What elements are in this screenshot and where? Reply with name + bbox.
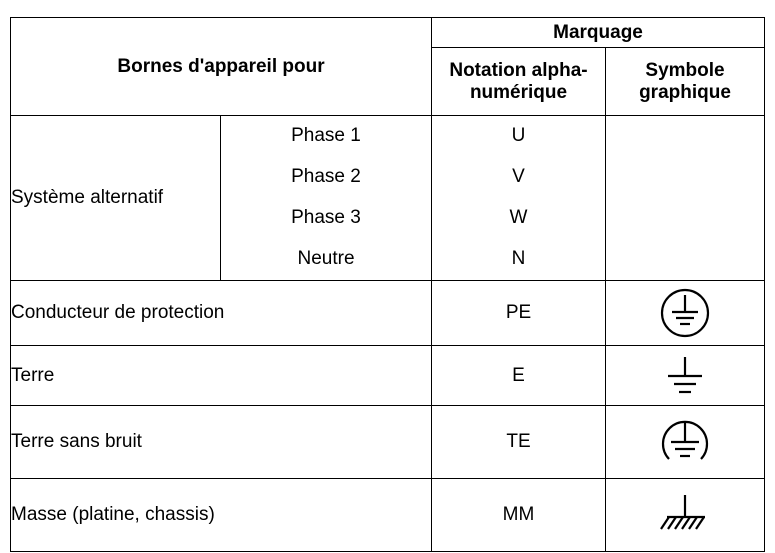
protective-conductor-symbol bbox=[606, 281, 765, 346]
table-row bbox=[11, 406, 765, 479]
earth-label: Terre bbox=[11, 346, 432, 406]
noiseless-earth-code: TE bbox=[432, 406, 606, 479]
header-alpha-line2: numérique bbox=[469, 81, 568, 103]
table-row bbox=[11, 346, 765, 406]
header-alpha-line1: Notation alpha- bbox=[449, 59, 588, 81]
noiseless-earth-symbol bbox=[606, 406, 765, 479]
earth-code: E bbox=[432, 346, 606, 406]
noiseless-earth-icon bbox=[657, 414, 713, 470]
phase-3-label: Phase 3 bbox=[221, 198, 432, 239]
header-alphanumeric bbox=[432, 48, 606, 116]
protective-earth-icon bbox=[658, 286, 712, 340]
neutral-label: Neutre bbox=[221, 239, 432, 281]
phase-2-label: Phase 2 bbox=[221, 157, 432, 198]
neutral-code: N bbox=[432, 239, 606, 281]
protective-conductor-label: Conducteur de protection bbox=[11, 281, 432, 346]
terminal-marking-table bbox=[10, 17, 765, 552]
table-row bbox=[11, 281, 765, 346]
ac-symbol-cell bbox=[606, 116, 765, 281]
chassis-ground-code: MM bbox=[432, 479, 606, 552]
phase-3-code: W bbox=[432, 198, 606, 239]
header-graphic-line1: Symbole bbox=[645, 59, 725, 81]
table-row bbox=[11, 479, 765, 552]
earth-symbol bbox=[606, 346, 765, 406]
phase-1-label: Phase 1 bbox=[221, 116, 432, 157]
header-graphic-symbol bbox=[606, 48, 765, 116]
header-graphic-line2: graphique bbox=[639, 81, 731, 103]
phase-2-code: V bbox=[432, 157, 606, 198]
chassis-ground-label: Masse (platine, chassis) bbox=[11, 479, 432, 552]
header-marking: Marquage bbox=[432, 18, 765, 48]
phase-1-code: U bbox=[432, 116, 606, 157]
header-terminals: Bornes d'appareil pour bbox=[11, 18, 432, 116]
noiseless-earth-label: Terre sans bruit bbox=[11, 406, 432, 479]
protective-conductor-code: PE bbox=[432, 281, 606, 346]
ac-system-label: Système alternatif bbox=[11, 116, 221, 281]
chassis-ground-symbol bbox=[606, 479, 765, 552]
earth-icon bbox=[663, 354, 707, 398]
chassis-ground-icon bbox=[654, 491, 716, 539]
